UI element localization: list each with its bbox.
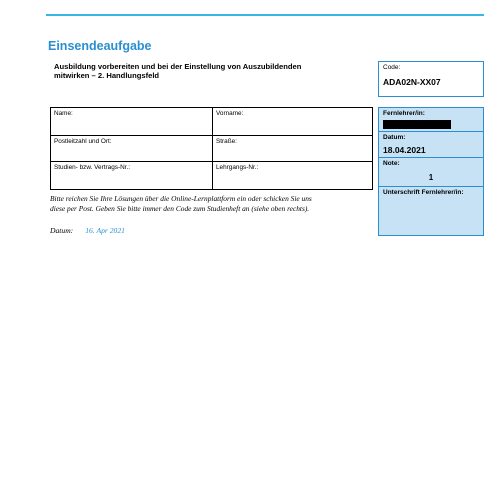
submission-instructions	[50, 194, 375, 214]
redacted-name	[383, 120, 451, 129]
name-field-label: Name:	[54, 110, 73, 117]
date-line	[50, 226, 125, 235]
code-label: Code:	[383, 64, 401, 71]
studien-nr-field-label: Studien- bzw. Vertrags-Nr.:	[54, 164, 131, 171]
date-value: 16. Apr 2021	[85, 226, 125, 235]
strasse-field-label: Straße:	[216, 138, 237, 145]
datum-label: Datum:	[383, 134, 406, 141]
instructions-line-2: diese per Post. Geben Sie bitte immer den Code zum Studienheft an (siehe oben rechts).	[50, 204, 310, 213]
form-column-divider	[212, 108, 213, 189]
note-value: 1	[428, 173, 434, 182]
subtitle-line-1: Ausbildung vorbereiten und bei der Einstellung von Auszubildenden	[54, 62, 302, 71]
signature-label: Unterschrift Fernlehrer/in:	[383, 189, 464, 196]
personal-data-form	[50, 107, 373, 190]
header-divider	[46, 14, 484, 16]
code-value: ADA02N-XX07	[383, 77, 441, 87]
plz-ort-field-label: Postleitzahl und Ort:	[54, 138, 112, 145]
lehrgangs-nr-field-label: Lehrgangs-Nr.:	[216, 164, 259, 171]
page-subtitle	[54, 62, 354, 80]
code-box	[378, 61, 484, 97]
datum-value: 18.04.2021	[383, 145, 426, 155]
note-label: Note:	[383, 160, 400, 167]
fernlehrer-box	[378, 107, 484, 132]
fernlehrer-label: Fernlehrer/in:	[383, 110, 425, 117]
vorname-field-label: Vorname:	[216, 110, 244, 117]
date-label: Datum:	[50, 226, 74, 235]
signature-box	[378, 186, 484, 236]
subtitle-line-2: mitwirken – 2. Handlungsfeld	[54, 71, 160, 80]
datum-box	[378, 131, 484, 158]
instructions-line-1: Bitte reichen Sie Ihre Lösungen über die Online-Lernplattform ein oder schicken Sie uns	[50, 194, 312, 203]
note-box	[378, 157, 484, 187]
page-title: Einsendeaufgabe	[48, 39, 152, 53]
